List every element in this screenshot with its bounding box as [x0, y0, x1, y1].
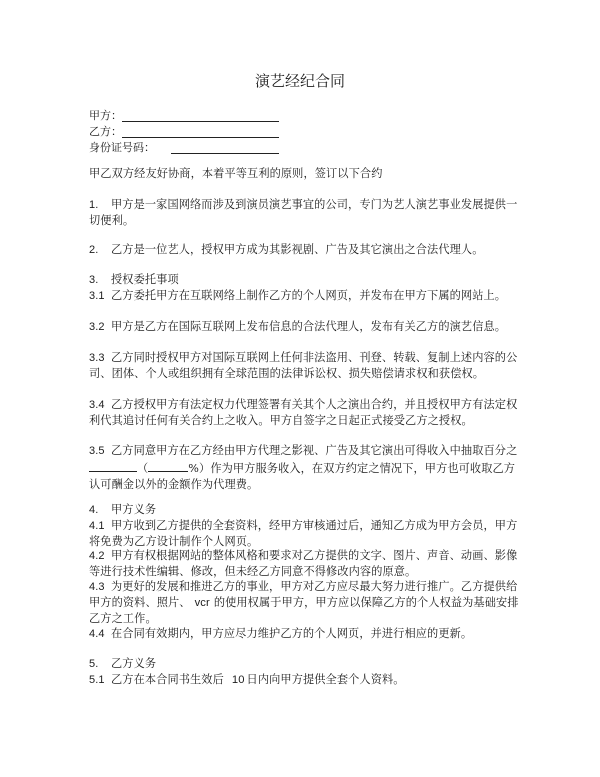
- clause-4-4: [89, 626, 519, 642]
- clause-number: 3.4: [89, 399, 105, 411]
- clause-text-a: 为更好的发展和推进乙方的事业，甲方对乙方应尽最大努力进行推广。乙方提供给甲方的资料、照片、: [89, 580, 518, 609]
- clause-number: 3.3: [89, 352, 105, 364]
- party-b-field: [89, 124, 122, 140]
- id-number-blank: [171, 153, 279, 154]
- clause-text-b: 日内向甲方提供全套个人资料。: [246, 673, 405, 686]
- party-b-label: 乙方：: [89, 125, 122, 138]
- party-a-field: [89, 108, 122, 124]
- clause-2: [89, 242, 519, 258]
- clause-4-1: [89, 518, 519, 550]
- clause-number: 3.5: [89, 445, 105, 457]
- percent-blank: [89, 459, 137, 472]
- clause-3-4: [89, 397, 519, 429]
- section-number: 5.: [89, 658, 99, 670]
- clause-text: 甲方收到乙方提供的全套资料，经甲方审核通过后，通知乙方成为甲方会员，甲方将免费为乙方设计制作个人网页。: [89, 519, 518, 548]
- clause-number: 4.1: [89, 520, 105, 532]
- document-title: 演艺经纪合同: [254, 72, 345, 90]
- clause-number: 4.3: [89, 581, 105, 593]
- clause-text: 在合同有效期内，甲方应尽力维护乙方的个人网页，并进行相应的更新。: [111, 627, 473, 640]
- clause-3-1: [89, 288, 519, 304]
- clause-number: 4.4: [89, 628, 105, 640]
- clause-text: 甲方有权根据网站的整体风格和要求对乙方提供的文字、图片、声音、动画、影像等进行技术性编辑、修改，但未经乙方同意不得修改内容的原意。: [89, 549, 518, 578]
- clause-number: 3.2: [89, 321, 105, 333]
- clause-3-5: [89, 443, 519, 493]
- section-4-heading: [89, 502, 519, 518]
- clause-number: 1.: [89, 199, 99, 211]
- clause-number: 5.1: [89, 674, 105, 686]
- clause-text-a: 乙方同意甲方在乙方经由甲方代理之影视、广告及其它演出可得收入中抽取百分之: [111, 444, 518, 457]
- clause-text: 乙方授权甲方有法定权力代理签署有关其个人之演出合约，并且授权甲方有法定权利代其追讨任何有关合约上之收入。甲方自签字之日起正式接受乙方之授权。: [89, 398, 518, 427]
- clause-3-3: [89, 350, 519, 382]
- clause-number: 2.: [89, 244, 99, 256]
- clause-text: 乙方同时授权甲方对国际互联网上任何非法盗用、刊登、转载、复制上述内容的公司、团体、个人或组织拥有全球范围的法律诉讼权、损失赔偿请求权和获偿权。: [89, 351, 518, 380]
- clause-text-c: %）作为甲方服务收入，在双方约定之情况下，甲方也可收取乙方认可酬金以外的金额作为代理费。: [89, 462, 516, 491]
- clause-text: 乙方委托甲方在互联网络上制作乙方的个人网页，并发布在甲方下属的网站上。: [111, 289, 507, 302]
- clause-text-a: 乙方在本合同书生效后: [111, 673, 224, 686]
- party-b-blank: [122, 137, 279, 138]
- clause-text: 甲方是一家国网络而涉及到演员演艺事宜的公司，专门为艺人演艺事业发展提供一切便利。: [89, 198, 518, 227]
- clause-4-2: [89, 548, 519, 580]
- clause-3-2: [89, 319, 519, 335]
- party-a-label: 甲方：: [89, 109, 122, 122]
- intro-paragraph: 甲乙双方经友好协商，本着平等互利的原则，签订以下合约: [89, 167, 383, 180]
- clause-number: 3.1: [89, 290, 105, 302]
- percent-blank-2: [148, 459, 188, 472]
- clause-text: 甲方是乙方在国际互联网上发布信息的合法代理人，发布有关乙方的演艺信息。: [111, 320, 507, 333]
- clause-text-b: 的使用权属于甲方，甲方应以保障乙方的个人权益为基础安排乙方之工作。: [89, 596, 519, 625]
- clause-text-b: （: [137, 462, 149, 475]
- section-title: 乙方义务: [111, 657, 157, 670]
- clause-4-3: [89, 579, 519, 627]
- section-title: 授权委托事项: [111, 273, 179, 286]
- section-5-heading: [89, 656, 519, 672]
- clause-text: 乙方是一位艺人，授权甲方成为其影视剧、广告及其它演出之合法代理人。: [111, 243, 484, 256]
- clause-1: [89, 197, 519, 229]
- id-number-field: [89, 140, 155, 156]
- section-number: 4.: [89, 504, 99, 516]
- clause-number: 4.2: [89, 550, 105, 562]
- days-value: 10: [231, 674, 245, 686]
- vcr-text: vcr: [194, 597, 210, 609]
- id-number-label: 身份证号码：: [89, 141, 155, 154]
- section-number: 3.: [89, 274, 99, 286]
- section-3-heading: [89, 272, 519, 288]
- clause-5-1: [89, 672, 519, 688]
- party-a-blank: [122, 121, 279, 122]
- section-title: 甲方义务: [111, 503, 157, 516]
